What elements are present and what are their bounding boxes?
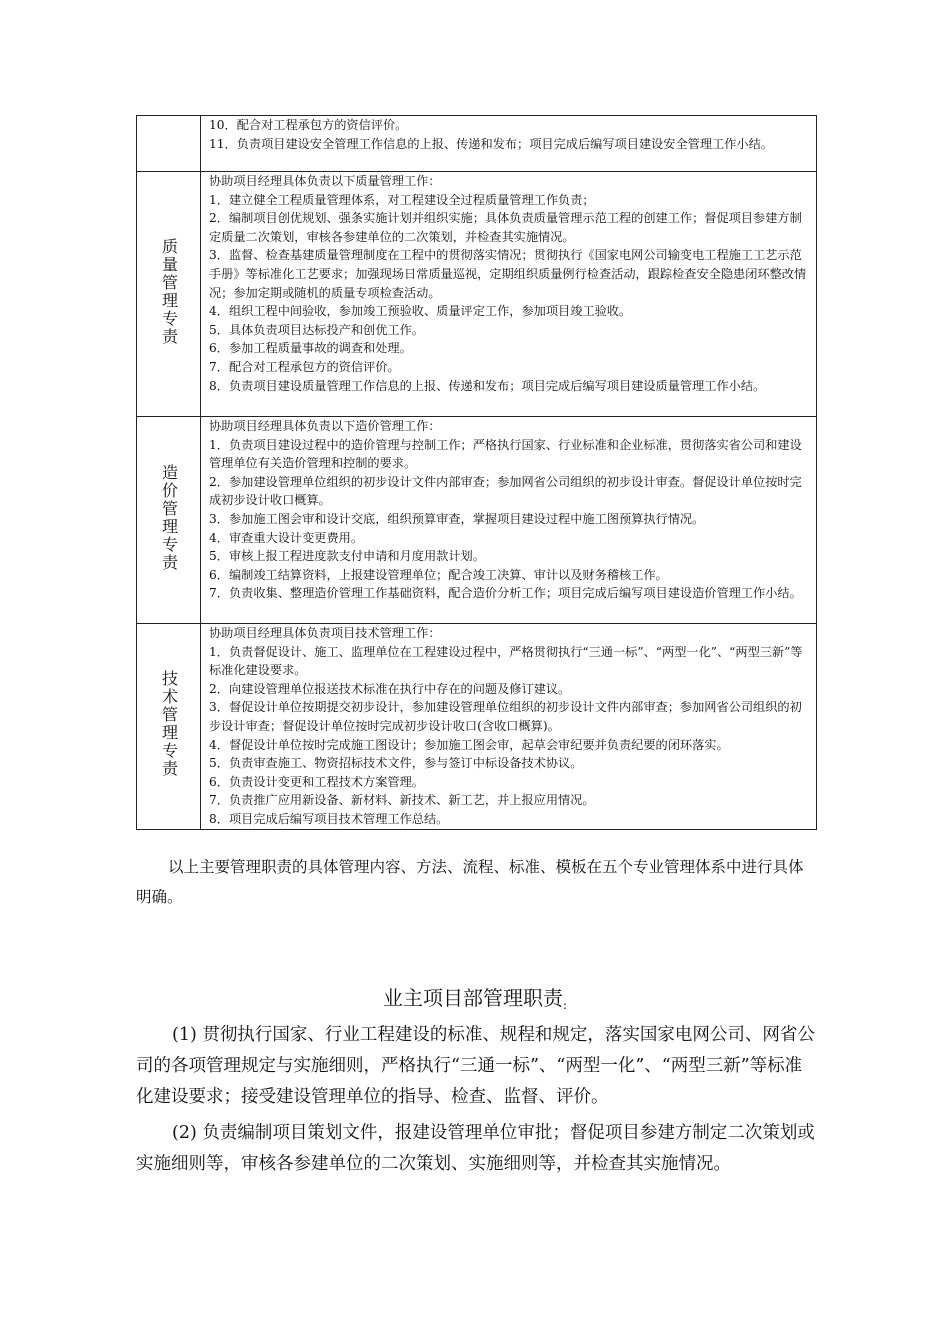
duty-line: 1．建立健全工程质量管理体系，对工程建设全过程质量管理工作负责；	[209, 192, 595, 207]
duty-line: 2．编制项目创优规划、强条实施计划并组织实施；具体负责质量管理示范工程的创建工作；督促项目参建方制定质量二次策划，审核各参建单位的二次策划，并检查其实施情况。	[209, 211, 802, 244]
summary-note: 以上主要管理职责的具体管理内容、方法、流程、标准、模板在五个专业管理体系中进行具体明确。	[136, 858, 804, 906]
duty-line: 协助项目经理具体负责项目技术管理工作：	[209, 626, 441, 640]
category-cell-quality	[137, 172, 201, 417]
duty-line: 2．参加建设管理单位组织的初步设计文件内部审查；参加网省公司组织的初步设计审查。督促设计单位按时完成初步设计收口概算。	[209, 474, 802, 508]
duty-line: 8．负责项目建设质量管理工作信息的上报、传递和发布；项目完成后编写项目建设质量管理工作小结。	[209, 378, 766, 393]
category-cell-cost	[137, 417, 201, 624]
duty-line: 4．组织工程中间验收，参加竣工预验收、质量评定工作，参加项目竣工验收。	[209, 304, 632, 319]
duty-line: 7．配合对工程承包方的资信评价。	[209, 359, 400, 374]
duty-line: 4．审查重大设计变更费用。	[209, 530, 364, 545]
tech-duties-cell	[201, 624, 817, 830]
safety-duties-cell	[201, 116, 817, 172]
table-row	[137, 116, 817, 172]
duty-line: 协助项目经理具体负责以下质量管理工作：	[209, 174, 441, 188]
duty-line: 协助项目经理具体负责以下造价管理工作：	[209, 419, 441, 433]
category-label-tech: 技术管理专责	[159, 670, 179, 779]
table-row	[137, 624, 817, 830]
category-cell-tech	[137, 624, 201, 830]
duty-line: 8．项目完成后编写项目技术管理工作总结。	[209, 811, 449, 826]
category-cell-empty	[137, 116, 201, 172]
responsibility-table	[136, 115, 817, 830]
cost-duties-cell	[201, 417, 817, 624]
heading-mark: :	[562, 998, 568, 1012]
category-label-cost: 造价管理专责	[159, 464, 179, 572]
duty-line: 5．具体负责项目达标投产和创优工作。	[209, 322, 424, 337]
duty-line: 3．监督、检查基建质量管理制度在工程中的贯彻落实情况；贯彻执行《国家电网公司输变电工程施工工艺示范手册》等标准化工艺要求；加强现场日常质量巡视，定期组织质量例行检查活动，跟踪检查安全隐患闭环整改情况；参加定期或随机的质量专项检查活动。	[209, 248, 807, 300]
duty-line: 7．负责推广应用新设备、新材料、新技术、新工艺，并上报应用情况。	[209, 793, 595, 808]
section-heading-text: 业主项目部管理职责	[382, 986, 563, 1010]
duty-line: 3．督促设计单位按期提交初步设计，参加建设管理单位组织的初步设计文件内部审查；参加网省公司组织的初步设计审查；督促设计单位按时完成初步设计收口(含收口概算)。	[209, 700, 802, 733]
duty-line: 6．参加工程质量事故的调查和处理。	[209, 341, 412, 356]
duty-line: 5．负责审查施工、物资招标技术文件，参与签订中标设备技术协议。	[209, 756, 583, 771]
body-paragraph: (2) 负责编制项目策划文件，报建设管理单位审批；督促项目参建方制定二次策划或实施细则等，审核各参建单位的二次策划、实施细则等，并检查其实施情况。	[136, 1123, 815, 1174]
duty-line: 1．负责项目建设过程中的造价管理与控制工作；严格执行国家、行业标准和企业标准，贯彻落实省公司和建设管理单位有关造价管理和控制的要求。	[209, 437, 802, 471]
duty-line: 6．负责设计变更和工程技术方案管理。	[209, 774, 424, 789]
duty-line: 10．配合对工程承包方的资信评价。	[209, 118, 408, 132]
duty-line: 5．审核上报工程进度款支付申请和月度用款计划。	[209, 549, 485, 564]
duty-line: 7．负责收集、整理造价管理工作基础资料，配合造价分析工作；项目完成后编写项目建设造价管理工作小结。	[209, 586, 802, 601]
body-paragraph: (1) 贯彻执行国家、行业工程建设的标准、规程和规定，落实国家电网公司、网省公司的各项管理规定与实施细则，严格执行“三通一标”、“两型一化”、“两型三新”等标准化建设要求；接受建设管理单位的指导、检查、监督、评价。	[136, 1025, 815, 1107]
duty-line: 2．向建设管理单位报送技术标准在执行中存在的问题及修订建议。	[209, 681, 571, 696]
category-label-quality: 质量管理专责	[159, 238, 179, 346]
duty-line: 11．负责项目建设安全管理工作信息的上报、传递和发布；项目完成后编写项目建设安全管理工作小结。	[209, 136, 773, 151]
duty-line: 4．督促设计单位按时完成施工图设计；参加施工图会审，起草会审纪要并负责纪要的闭环落实。	[209, 737, 729, 752]
section-heading	[0, 984, 950, 1019]
duty-line: 6．编制竣工结算资料，上报建设管理单位；配合竣工决算、审计以及财务稽核工作。	[209, 567, 668, 582]
duty-line: 1．负责督促设计、施工、监理单位在工程建设过程中，严格贯彻执行“三通一标”、“两型一化”、“两型三新”等标准化建设要求。	[209, 644, 803, 678]
table-row	[137, 172, 817, 417]
table-row	[137, 417, 817, 624]
quality-duties-cell	[201, 172, 817, 417]
duty-line: 3．参加施工图会审和设计交底，组织预算审查，掌握项目建设过程中施工图预算执行情况。	[209, 511, 705, 526]
